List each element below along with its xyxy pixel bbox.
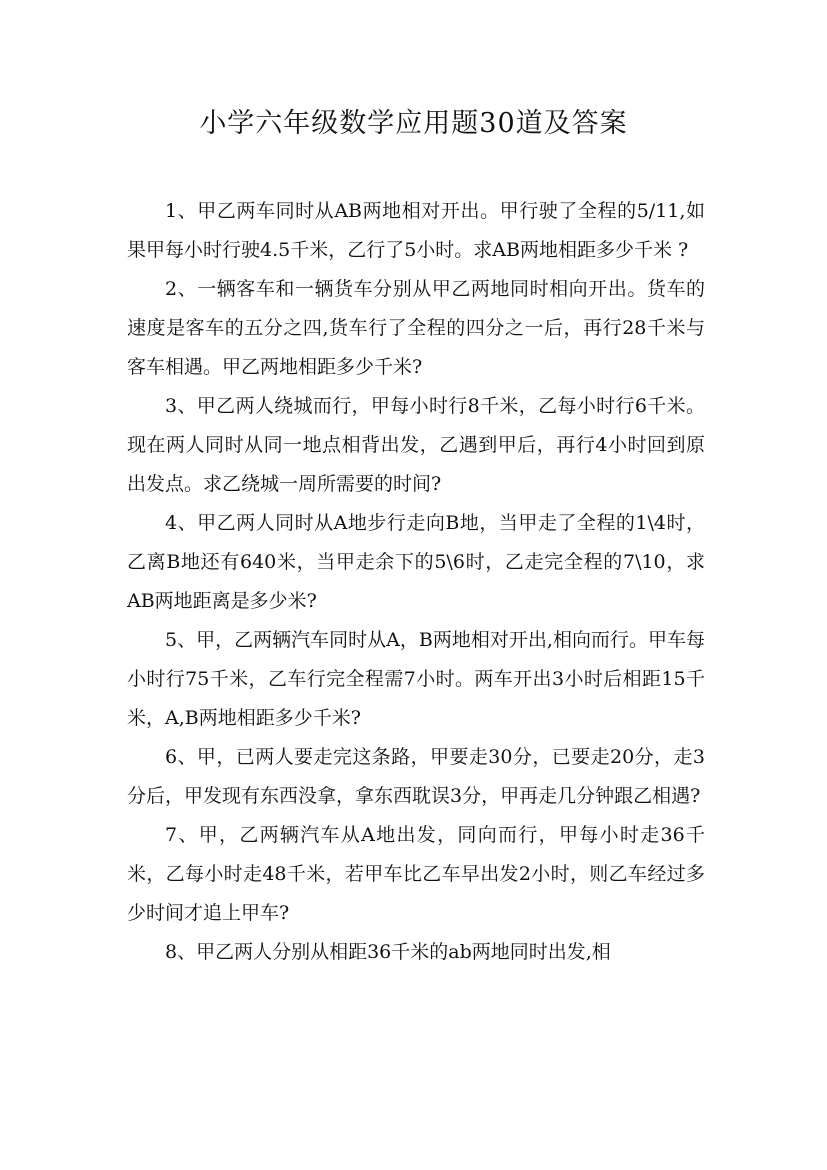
problem-2: 2、一辆客车和一辆货车分别从甲乙两地同时相向开出。货车的速度是客车的五分之四,货车行了全程的四分之一后，再行28千米与客车相遇。甲乙两地相距多少千米?: [127, 278, 705, 378]
problem-7: 7、甲，乙两辆汽车从A地出发，同向而行，甲每小时走36千米，乙每小时走48千米，若甲车比乙车早出发2小时，则乙车经过多少时间才追上甲车?: [127, 824, 705, 924]
problem-4: 4、甲乙两人同时从A地步行走向B地，当甲走了全程的1\4时，乙离B地还有640米，当甲走余下的5\6时，乙走完全程的7\10，求AB两地距离是多少米?: [127, 512, 705, 612]
problem-list: [127, 192, 705, 972]
problem-1: 1、甲乙两车同时从AB两地相对开出。甲行驶了全程的5/11,如果甲每小时行驶4.5千米，乙行了5小时。求AB两地相距多少千米 ?: [127, 200, 705, 261]
problem-5: 5、甲，乙两辆汽车同时从A，B两地相对开出,相向而行。甲车每小时行75千米，乙车行完全程需7小时。两车开出3小时后相距15千米，A,B两地相距多少千米?: [127, 629, 705, 729]
document-title: 小学六年级数学应用题30道及答案: [199, 108, 628, 139]
problem-6: 6、甲，已两人要走完这条路，甲要走30分，已要走20分，走3分后，甲发现有东西没拿，拿东西耽误3分，甲再走几分钟跟乙相遇?: [127, 746, 705, 807]
problem-3: 3、甲乙两人绕城而行，甲每小时行8千米，乙每小时行6千米。现在两人同时从同一地点相背出发，乙遇到甲后，再行4小时回到原出发点。求乙绕城一周所需要的时间?: [127, 395, 705, 495]
problem-8-partial: 8、甲乙两人分别从相距36千米的ab两地同时出发,相: [165, 941, 611, 963]
